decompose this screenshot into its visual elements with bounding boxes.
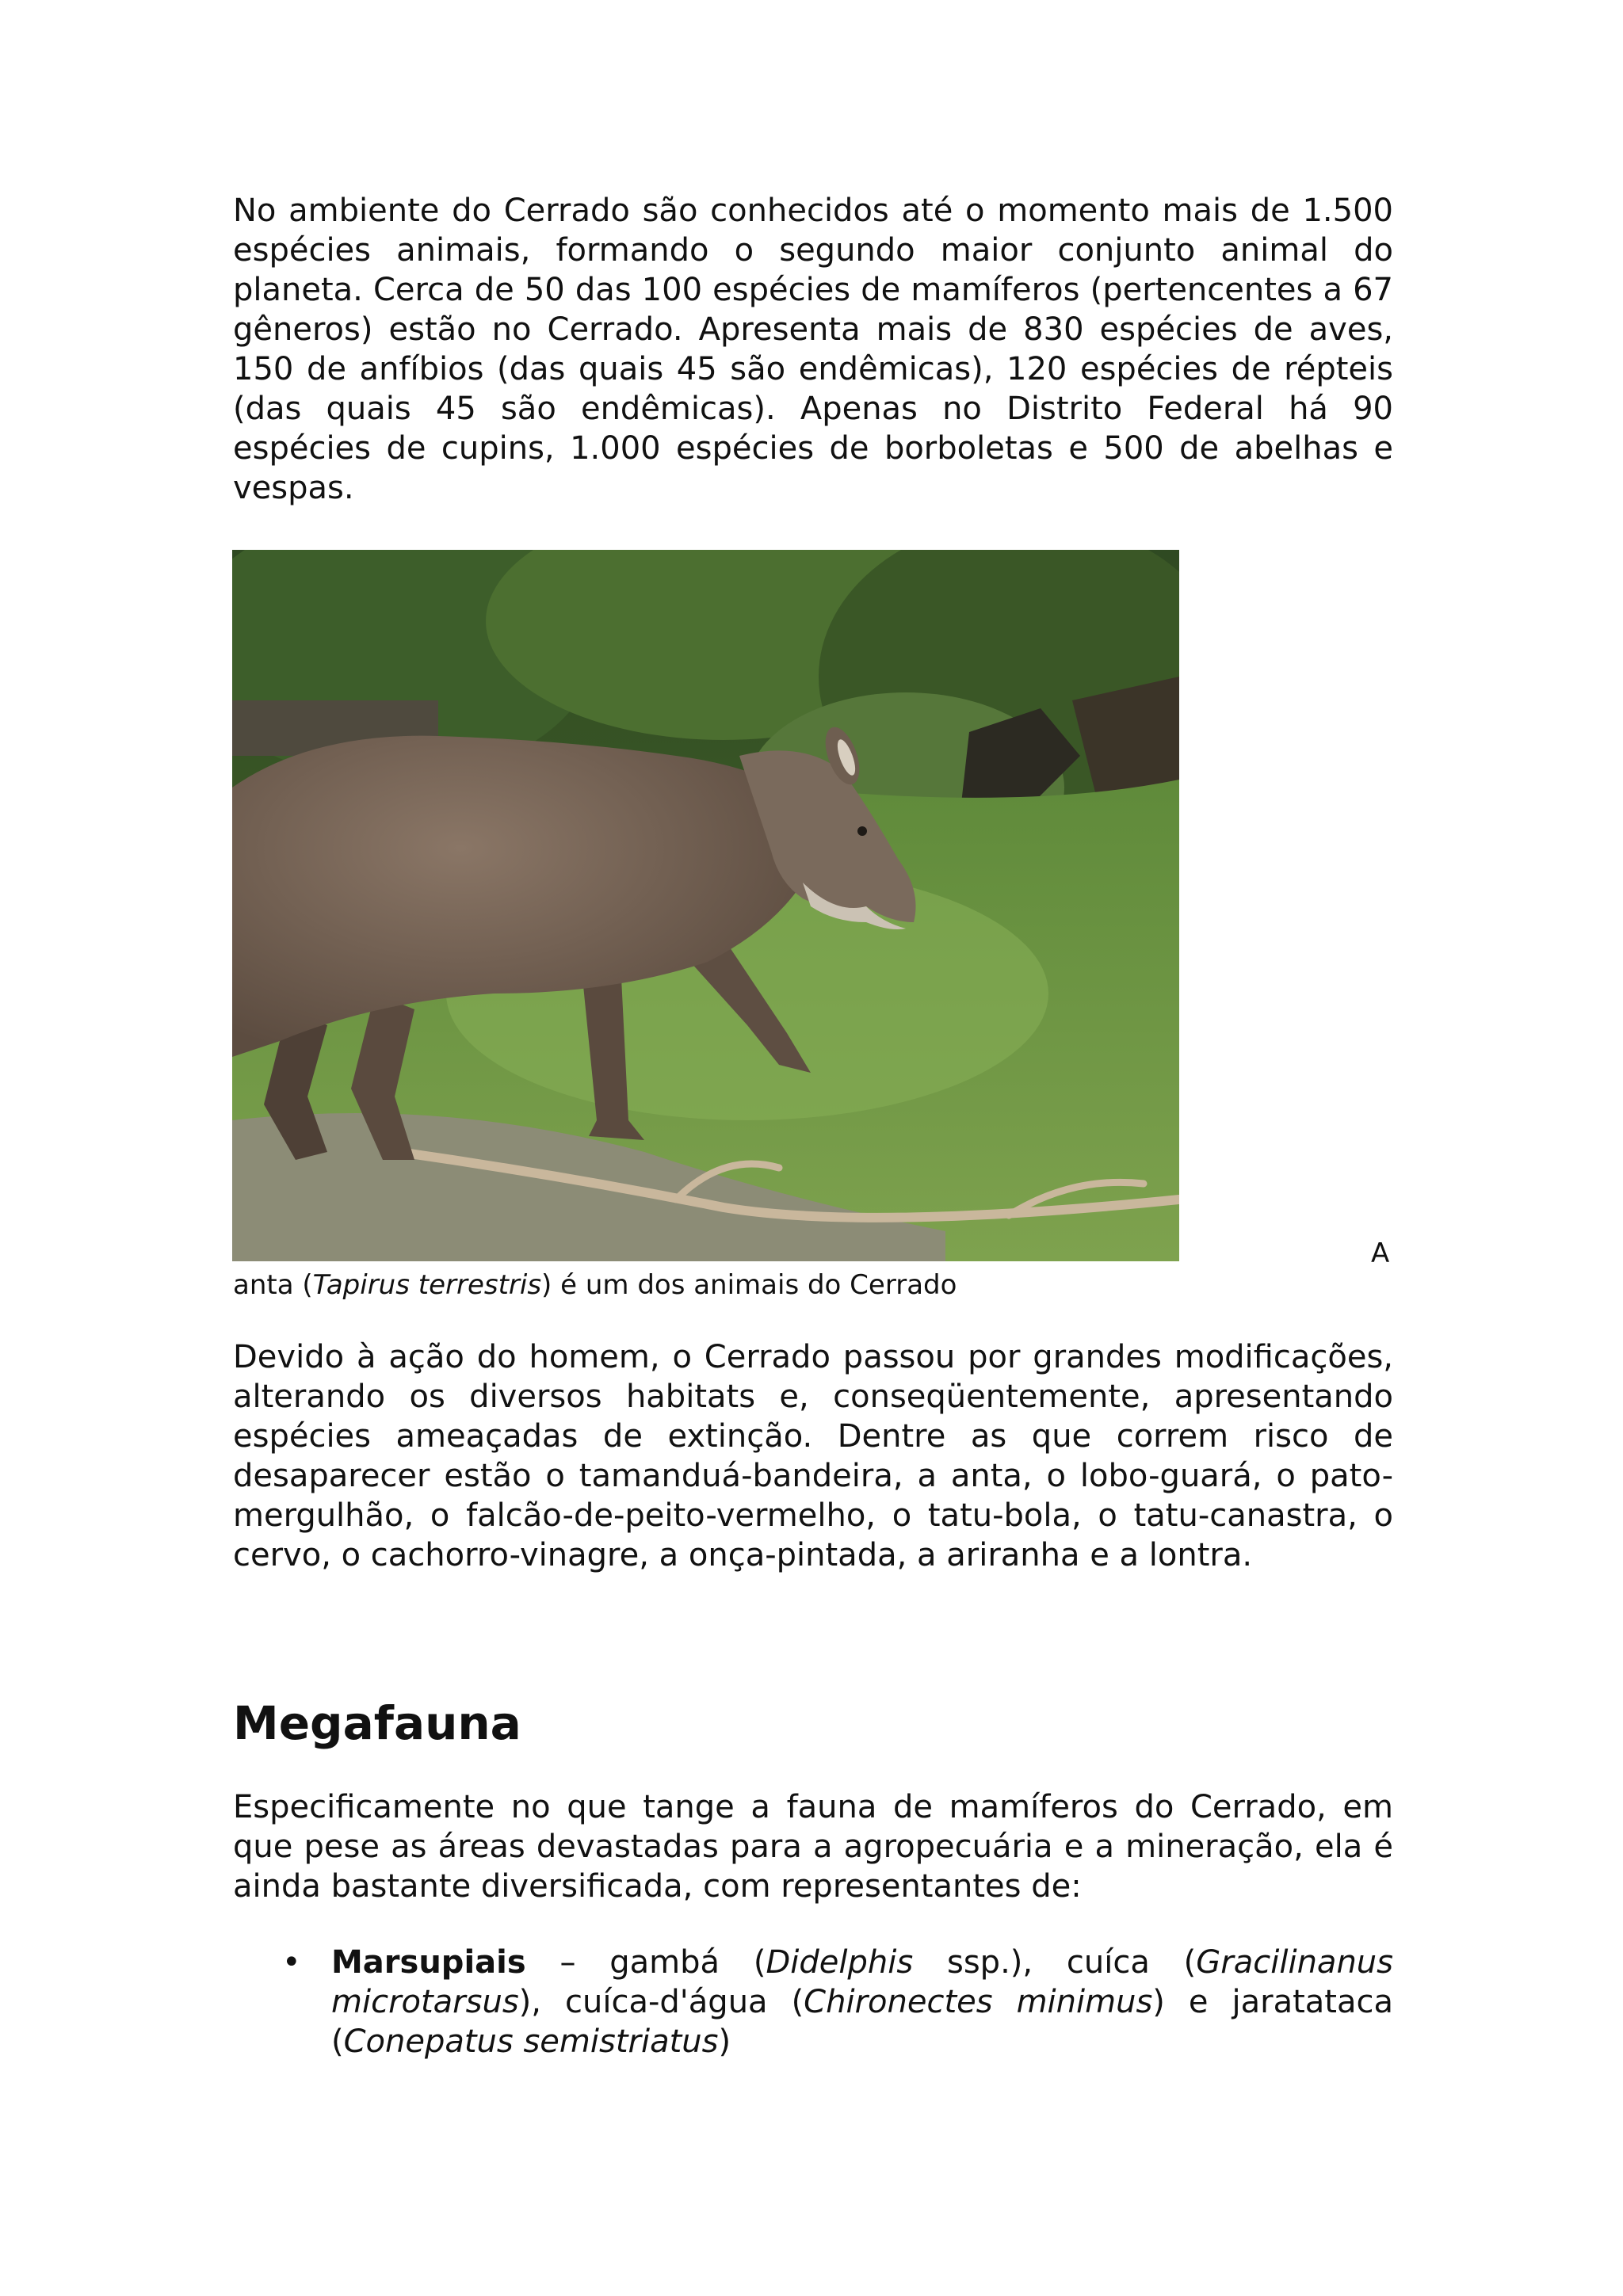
caption-text-after: ) é um dos animais do Cerrado bbox=[541, 1269, 957, 1301]
list-item-text: ) e jaratataca ( bbox=[331, 1984, 1393, 2060]
species-name: Chironectes minimus bbox=[804, 1984, 1153, 2020]
caption-text-before: anta ( bbox=[233, 1269, 313, 1301]
caption-letter: A bbox=[1371, 1238, 1390, 1269]
list-item-text: ssp.), cuíca ( bbox=[913, 1944, 1197, 1981]
intro-paragraph: No ambiente do Cerrado são conhecidos até o momento mais de 1.500 espécies animais, formando o segundo maior conjunto animal do planeta. Cerca de 50 das 100 espécies de mamíferos (pertencentes a 67 gêneros) estão no Cerrado. Apresenta mais de 830 espécies de aves, 150 de anfíbios (das quais 45 são endêmicas), 120 espécies de répteis (das quais 45 são endêmicas). Apenas no Distrito Federal há 90 espécies de cupins, 1.000 espécies de borboletas e 500 de abelhas e vespas. bbox=[233, 193, 1393, 506]
species-name: Gracilinanus microtarsus bbox=[331, 1944, 1393, 2020]
list-item bbox=[233, 1943, 1393, 2061]
megafauna-paragraph: Especificamente no que tange a fauna de mamíferos do Cerrado, em que pese as áreas devastadas para a agropecuária e a mineração, ela é ainda bastante diversificada, com representantes de: bbox=[233, 1789, 1393, 1905]
list-item-text: – gambá ( bbox=[525, 1944, 766, 1981]
bullet-icon: • bbox=[282, 1944, 301, 1981]
caption-species-name: Tapirus terrestris bbox=[312, 1269, 542, 1301]
tapir-photo bbox=[232, 550, 1179, 1261]
section-heading: Megafauna bbox=[233, 1696, 521, 1750]
threat-paragraph: Devido à ação do homem, o Cerrado passou por grandes modificações, alterando os diversos habitats e, conseqüentemente, apresentando espécies ameaçadas de extinção. Dentre as que correm risco de desaparecer estão o tamanduá-bandeira, a anta, o lobo-guará, o pato-mergulhão, o falcão-de-peito-vermelho, o tatu-bola, o tatu-canastra, o cervo, o cachorro-vinagre, a onça-pintada, a ariranha e a lontra. bbox=[233, 1339, 1393, 1573]
list-item-text: ), cuíca-d'água ( bbox=[518, 1984, 804, 2020]
list-item-term: Marsupiais bbox=[331, 1944, 526, 1981]
photo-caption bbox=[233, 1269, 957, 1301]
list-item-text: ) bbox=[718, 2023, 731, 2060]
mammal-group-list bbox=[233, 1943, 1393, 2061]
species-name: Conepatus semistriatus bbox=[343, 2023, 719, 2060]
species-name: Didelphis bbox=[766, 1944, 914, 1981]
